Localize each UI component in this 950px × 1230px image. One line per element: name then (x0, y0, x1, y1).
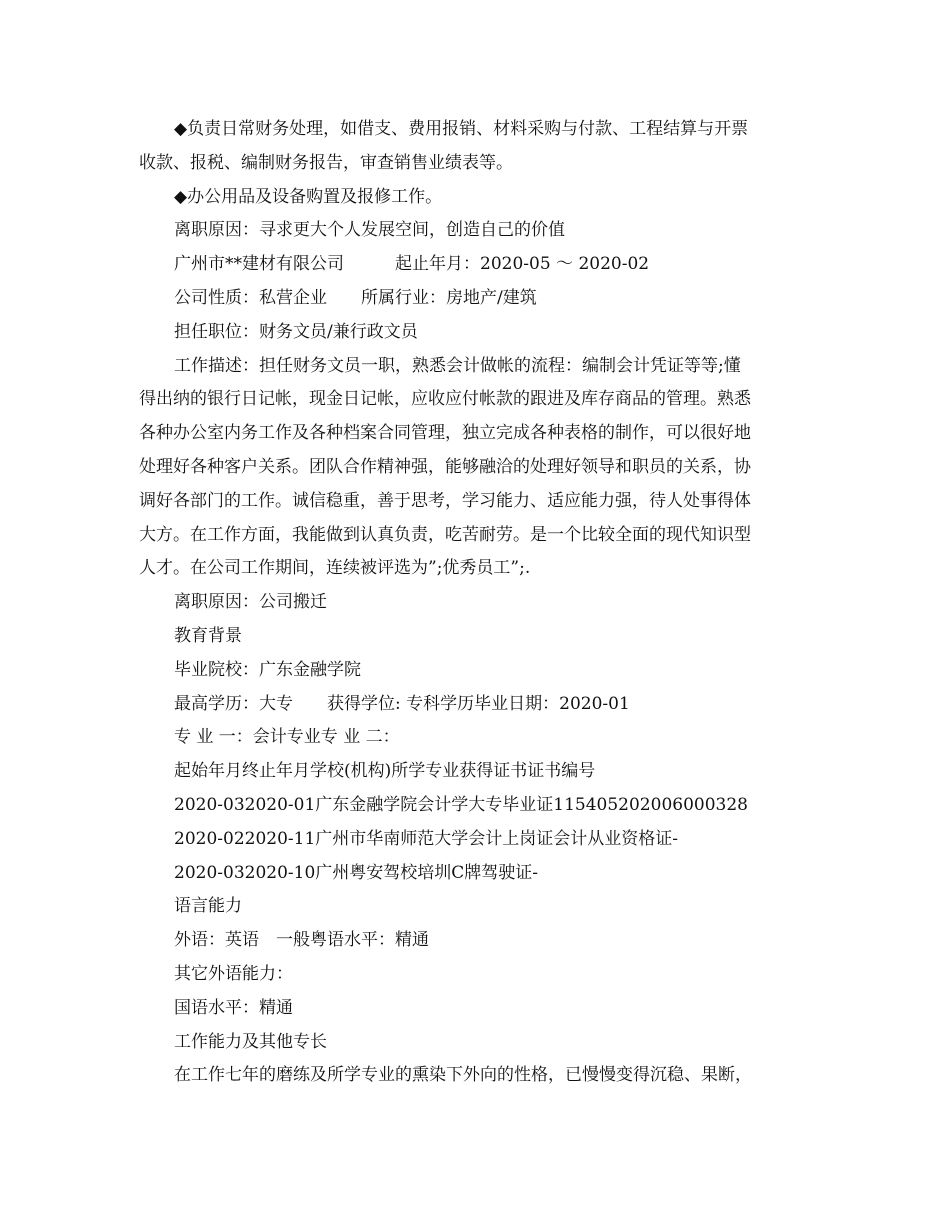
foreign-language: 外语：英语 一般粤语水平：精通 (174, 930, 429, 951)
education-heading: 教育背景 (174, 625, 242, 646)
mandarin-level: 国语水平：精通 (174, 997, 293, 1018)
leave-reason-2: 离职原因：公司搬迁 (174, 592, 327, 613)
job-description-line: 调好各部门的工作。诚信稳重，善于思考，学习能力、适应能力强，待人处事得体 (139, 490, 751, 511)
skills-text: 在工作七年的磨练及所学专业的熏染下外向的性格，已慢慢变得沉稳、果断， (174, 1065, 752, 1086)
language-heading: 语言能力 (174, 896, 242, 917)
company-period: 广州市**建材有限公司 起止年月：2020-05 ～ 2020-02 (174, 254, 650, 275)
job-description-line: 各种办公室内务工作及各种档案合同管理，独立完成各种表格的制作，可以很好地 (139, 423, 751, 444)
job-description-line: 工作描述：担任财务文员一职，熟悉会计做帐的流程：编制会计凭证等等;懂 (174, 355, 741, 376)
certificate-header: 起始年月终止年月学校(机构)所学专业获得证书证书编号 (174, 761, 596, 782)
job-position: 担任职位：财务文员/兼行政文员 (174, 321, 418, 342)
document-body (139, 113, 811, 1093)
school: 毕业院校：广东金融学院 (174, 659, 361, 680)
certificate-row: 2020-032020-10广州粤安驾校培圳C牌驾驶证- (174, 862, 539, 883)
other-language: 其它外语能力： (174, 963, 293, 984)
certificate-row: 2020-032020-01广东金融学院会计学大专毕业证115405202006000328 (174, 794, 748, 815)
certificate-row: 2020-022020-11广州市华南师范大学会计上岗证会计从业资格证- (174, 828, 679, 849)
major-info: 专 业 一：会计专业专 业 二： (174, 727, 400, 748)
duty-item-finance: ◆负责日常财务处理，如借支、费用报销、材料采购与付款、工程结算与开票 (174, 119, 749, 139)
job-description-line: 大方。在工作方面，我能做到认真负责，吃苦耐劳。是一个比较全面的现代知识型 (139, 524, 751, 545)
degree-info: 最高学历：大专 获得学位: 专科学历毕业日期：2020-01 (174, 693, 630, 714)
job-description-line: 处理好各种客户关系。团队合作精神强，能够融洽的处理好领导和职员的关系，协 (139, 456, 751, 477)
duty-item-finance-cont: 收款、报税、编制财务报告，审查销售业绩表等。 (139, 152, 513, 173)
leave-reason-1: 离职原因：寻求更大个人发展空间，创造自己的价值 (174, 220, 565, 241)
company-nature: 公司性质：私营企业 所属行业：房地产/建筑 (174, 287, 537, 308)
job-description-line: 人才。在公司工作期间，连续被评选为”;优秀员工”;. (139, 558, 531, 579)
job-description-line: 得出纳的银行日记帐，现金日记帐，应收应付帐款的跟进及库存商品的管理。熟悉 (139, 389, 751, 410)
skills-heading: 工作能力及其他专长 (174, 1031, 327, 1052)
duty-item-office: ◆办公用品及设备购置及报修工作。 (174, 186, 443, 207)
